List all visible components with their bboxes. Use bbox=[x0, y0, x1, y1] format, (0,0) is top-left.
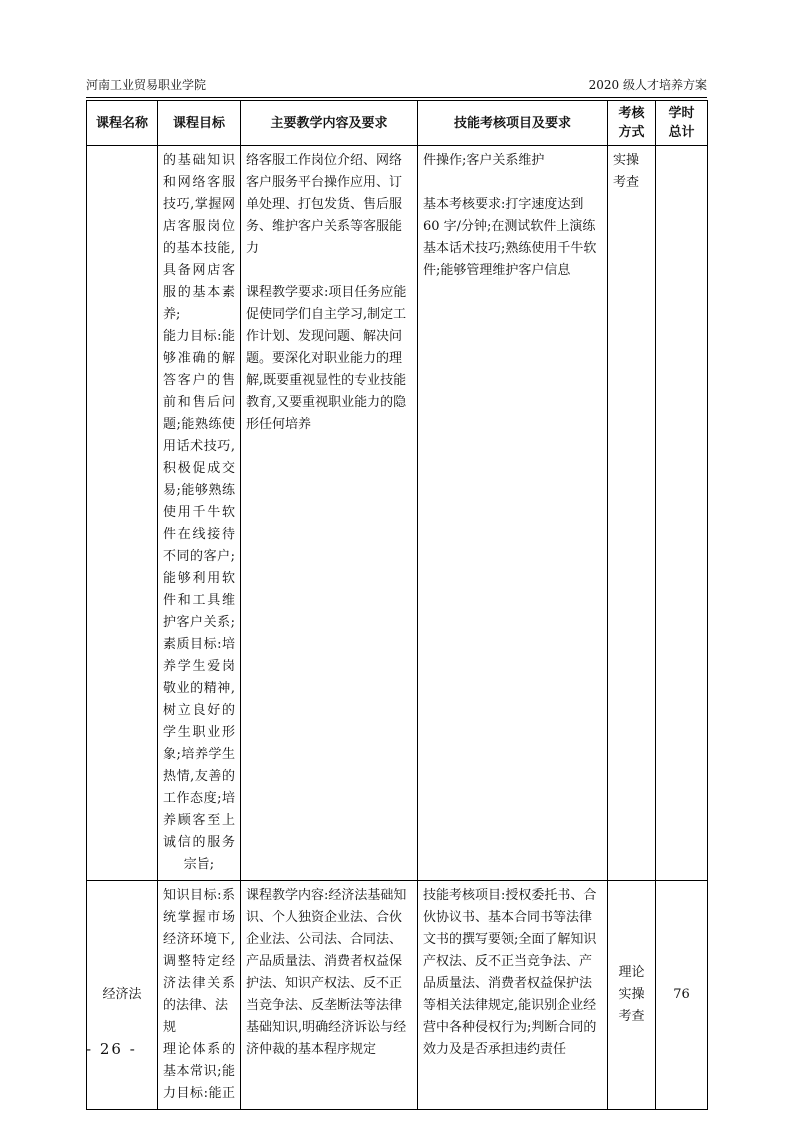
method-line: 实操 bbox=[618, 987, 645, 1002]
page-header bbox=[86, 76, 707, 98]
content-paragraph: 课程教学要求:项目任务应能促使同学们自主学习,制定工作计划、发现问题、解决问题。要深化对职业能力的理解,既要重视显性的专业技能教育,又要重视职业能力的隐形任何培养 bbox=[246, 285, 407, 432]
goal-line: 积极促成交 bbox=[163, 461, 235, 476]
content-paragraph: 课程教学内容:经济法基础知识、个人独资企业法、合伙企业法、公司法、合同法、产品质量法、消费者权益保护法、知识产权法、反不正当竞争法、反垄断法等法律基础知识,明确经济诉讼与经济仲裁的基本程序规定 bbox=[246, 888, 407, 1057]
hours-cell: 76 bbox=[656, 881, 708, 1110]
goal-line: 工作态度;培 bbox=[163, 791, 235, 806]
method-line: 理论 bbox=[618, 965, 645, 980]
institution-name: 河南工业贸易职业学院 bbox=[86, 78, 207, 92]
goal-line: 件在线接待 bbox=[163, 527, 235, 542]
table-row bbox=[87, 146, 708, 881]
method-line: 实操 bbox=[613, 153, 640, 168]
header-course-name: 课程名称 bbox=[87, 101, 158, 146]
content-cell bbox=[241, 146, 418, 881]
goal-line: 店客服岗位 bbox=[163, 219, 235, 234]
method-cell bbox=[608, 881, 656, 1110]
skill-paragraph: 技能考核项目:授权委托书、合伙协议书、基本合同书等法律文书的撰写要领;全面了解知识产权法、反不正当竞争法、产品质量法、消费者权益保护法等相关法律规定,能识别企业经营中各种侵权行为;判断合同的效力及是否承担违约责任 bbox=[423, 888, 597, 1057]
plan-title: 2020 级人才培养方案 bbox=[588, 78, 707, 92]
goal-line: 敬业的精神, bbox=[163, 681, 235, 696]
skill-cell bbox=[418, 146, 608, 881]
header-method-line1: 考核 bbox=[618, 106, 645, 121]
goal-line: 的基础知识 bbox=[163, 153, 235, 168]
goal-line: 易;能够熟练 bbox=[163, 483, 235, 498]
goal-line: 调整特定经 bbox=[163, 954, 235, 969]
header-hours bbox=[656, 101, 708, 146]
header-hours-line2: 总计 bbox=[668, 125, 695, 140]
header-method bbox=[608, 101, 656, 146]
header-skill: 技能考核项目及要求 bbox=[418, 101, 608, 146]
method-cell bbox=[608, 146, 656, 881]
goal-line: 护客户关系; bbox=[163, 615, 235, 630]
goal-line: 济法律关系 bbox=[163, 976, 235, 991]
goal-line: 的基本技能, bbox=[163, 241, 235, 256]
skill-paragraph: 件操作;客户关系维护 bbox=[423, 153, 545, 168]
goal-line: 能够利用软 bbox=[163, 571, 235, 586]
header-hours-line1: 学时 bbox=[668, 106, 695, 121]
goal-line: 答客户的售 bbox=[163, 373, 235, 388]
goal-line: 素质目标:培 bbox=[163, 637, 235, 652]
course-name-cell bbox=[87, 146, 158, 881]
course-table bbox=[86, 100, 708, 1110]
course-goal-cell bbox=[158, 881, 241, 1110]
goal-line: 件和工具维 bbox=[163, 593, 235, 608]
goal-line: 具备网店客 bbox=[163, 263, 235, 278]
goal-line: 技巧,掌握网 bbox=[163, 197, 235, 212]
table-header-row bbox=[87, 101, 708, 146]
page-number: - 26 - bbox=[86, 1040, 137, 1058]
goal-line: 使用千牛软 bbox=[163, 505, 235, 520]
goal-line: 理论体系的 bbox=[163, 1042, 235, 1057]
goal-line: 基本常识;能 bbox=[163, 1064, 235, 1079]
goal-line: 的法律、法规 bbox=[163, 998, 229, 1035]
goal-line: 树立良好的 bbox=[163, 703, 235, 718]
goal-line: 象;培养学生 bbox=[163, 747, 235, 762]
goal-line: 养学生爱岗 bbox=[163, 659, 235, 674]
goal-line: 诚信的服务 bbox=[163, 835, 235, 850]
content-cell bbox=[241, 881, 418, 1110]
goal-line: 不同的客户; bbox=[163, 549, 235, 564]
goal-line: 统掌握市场 bbox=[163, 910, 235, 925]
hours-cell bbox=[656, 146, 708, 881]
content-paragraph: 络客服工作岗位介绍、网络客户服务平台操作应用、订单处理、打包发货、售后服务、维护客户关系等客服能力 bbox=[246, 153, 403, 256]
goal-line: 养; bbox=[163, 307, 181, 322]
goal-line: 养顾客至上 bbox=[163, 813, 235, 828]
method-line: 考查 bbox=[618, 1009, 645, 1024]
header-method-line2: 方式 bbox=[618, 125, 645, 140]
header-content: 主要教学内容及要求 bbox=[241, 101, 418, 146]
table-row bbox=[87, 881, 708, 1110]
skill-paragraph: 基本考核要求:打字速度达到 60 字/分钟;在测试软件上演练基本话术技巧;熟练使用千牛软件;能够管理维护客户信息 bbox=[423, 197, 597, 278]
goal-line: 热情,友善的 bbox=[163, 769, 235, 784]
method-line: 考查 bbox=[613, 175, 640, 190]
goal-line: 知识目标:系 bbox=[163, 888, 235, 903]
goal-line: 宗旨; bbox=[183, 857, 215, 872]
course-name-cell: 经济法 bbox=[87, 881, 158, 1110]
goal-line: 能力目标:能 bbox=[163, 329, 235, 344]
goal-line: 力目标:能正 bbox=[163, 1086, 235, 1101]
goal-line: 服的基本素 bbox=[163, 285, 235, 300]
goal-line: 够准确的解 bbox=[163, 351, 235, 366]
goal-line: 用话术技巧, bbox=[163, 439, 235, 454]
goal-line: 题;能熟练使 bbox=[163, 417, 235, 432]
course-goal-cell bbox=[158, 146, 241, 881]
header-course-goal: 课程目标 bbox=[158, 101, 241, 146]
skill-cell bbox=[418, 881, 608, 1110]
goal-line: 前和售后问 bbox=[163, 395, 235, 410]
goal-line: 和网络客服 bbox=[163, 175, 235, 190]
goal-line: 学生职业形 bbox=[163, 725, 235, 740]
goal-line: 经济环境下, bbox=[163, 932, 235, 947]
